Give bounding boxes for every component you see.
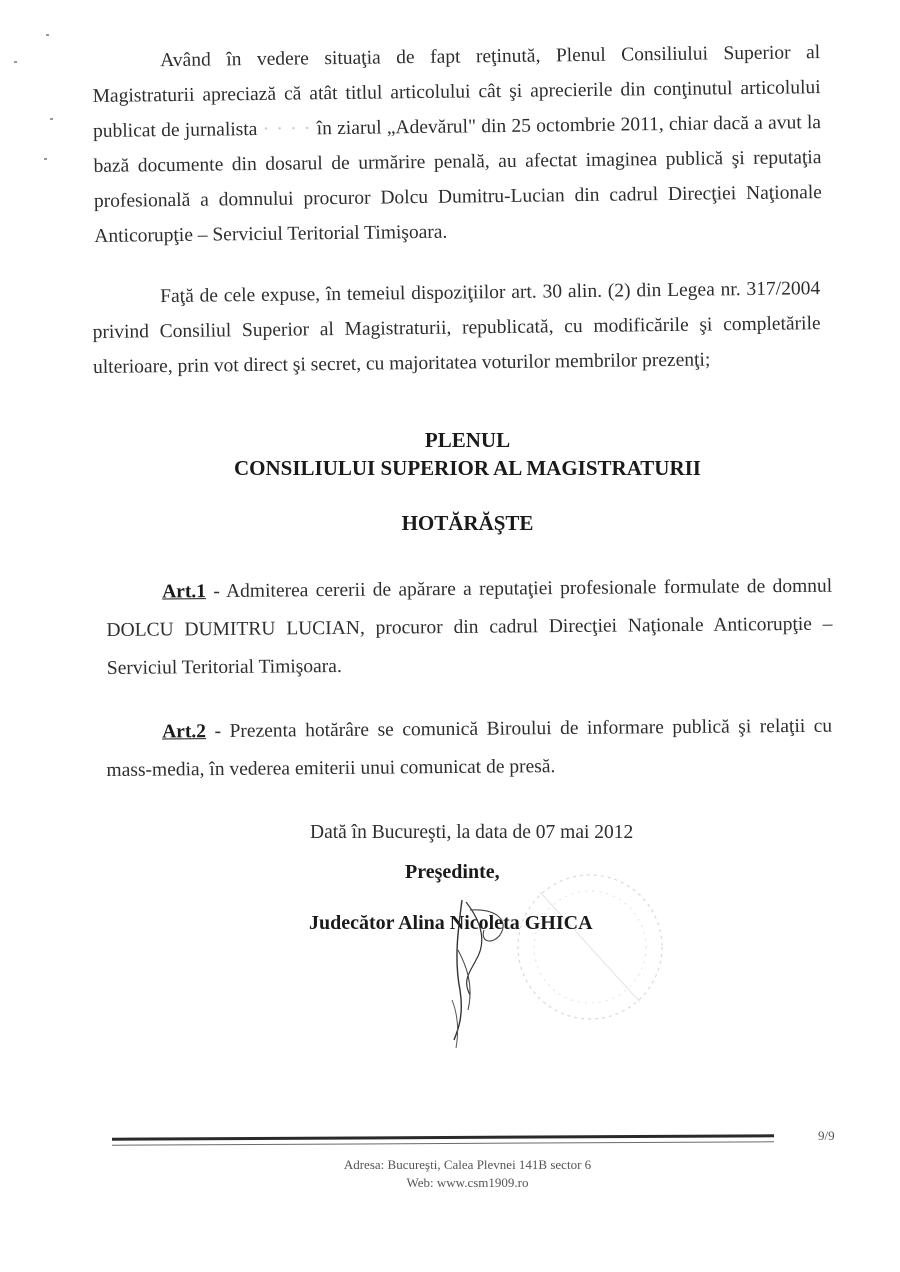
heading-decision: HOTĂRĂŞTE: [401, 511, 534, 535]
page-number: 9/9: [818, 1128, 835, 1143]
article-2-label: Art.2: [162, 721, 207, 743]
article-2-text: - Prezenta hotărâre se comunică Biroului de informare publică şi relaţii cu mass-media, în vederea emiterii unui comunicat de presă.: [106, 715, 833, 781]
findings-text: Având în vedere situaţia de fapt reţinută, Plenul Consiliului Superior al Magistraturii apreciază că atât titlul articolului cât şi aprecierile din conţinutul articolului publicat de jurnalista: [92, 42, 821, 142]
article-1-text: - Admiterea cererii de apărare a reputaţiei profesionale formulate de domnul DOLCU DUMITRU LUCIAN, procuror din cadrul Direcţiei Naţionale Anticorupţie – Serviciul Teritorial Timişoara.: [106, 575, 833, 679]
scan-speck: [14, 61, 17, 63]
president-title: Preşedinte,: [405, 861, 500, 883]
legal-basis-text: Faţă de cele expuse, în temeiul dispoziţiilor art. 30 alin. (2) din Legea nr. 317/2004 privind Consiliul Superior al Magistraturii, republicată, cu modificările şi completările ulterioare, prin vot direct şi secret, cu majoritatea voturilor membrilor prezenţi;: [92, 278, 821, 378]
footer-address: Adresa: Bucureşti, Calea Plevnei 141B sector 6: [343, 1157, 592, 1172]
scan-speck: [50, 118, 53, 120]
findings-paragraph: [92, 35, 823, 254]
article-1: [106, 568, 833, 688]
heading-council: CONSILIULUI SUPERIOR AL MAGISTRATURII: [234, 456, 701, 480]
scan-speck: [46, 34, 49, 36]
redacted-name: · · · ·: [262, 118, 312, 140]
scan-speck: [44, 158, 47, 160]
date-line: Dată în Bucureşti, la data de 07 mai 2012: [310, 822, 634, 843]
handwritten-signature: [440, 890, 530, 1050]
heading-plenum: PLENUL: [424, 428, 511, 452]
findings-text-end: în ziarul „Adevărul" din 25 octombrie 2011, chiar dacă a avut la bază documente din dosarul de urmărire penală, au afectat imaginea publică şi reputaţia profesională a domnului procuror Dolcu Dumitru-Lucian din cadrul Direcţiei Naţionale Anticorupţie – Serviciul Teritorial Timişoara.: [93, 112, 822, 247]
legal-basis-paragraph: [92, 271, 821, 385]
footer-web: Web: www.csm1909.ro: [406, 1175, 529, 1190]
judge-name: Judecător Alina Nicoleta GHICA: [309, 912, 593, 934]
footer-rule-thin: [112, 1141, 774, 1145]
article-1-label: Art.1: [162, 581, 207, 603]
footer-rule: [112, 1134, 774, 1140]
article-2: [106, 708, 833, 790]
